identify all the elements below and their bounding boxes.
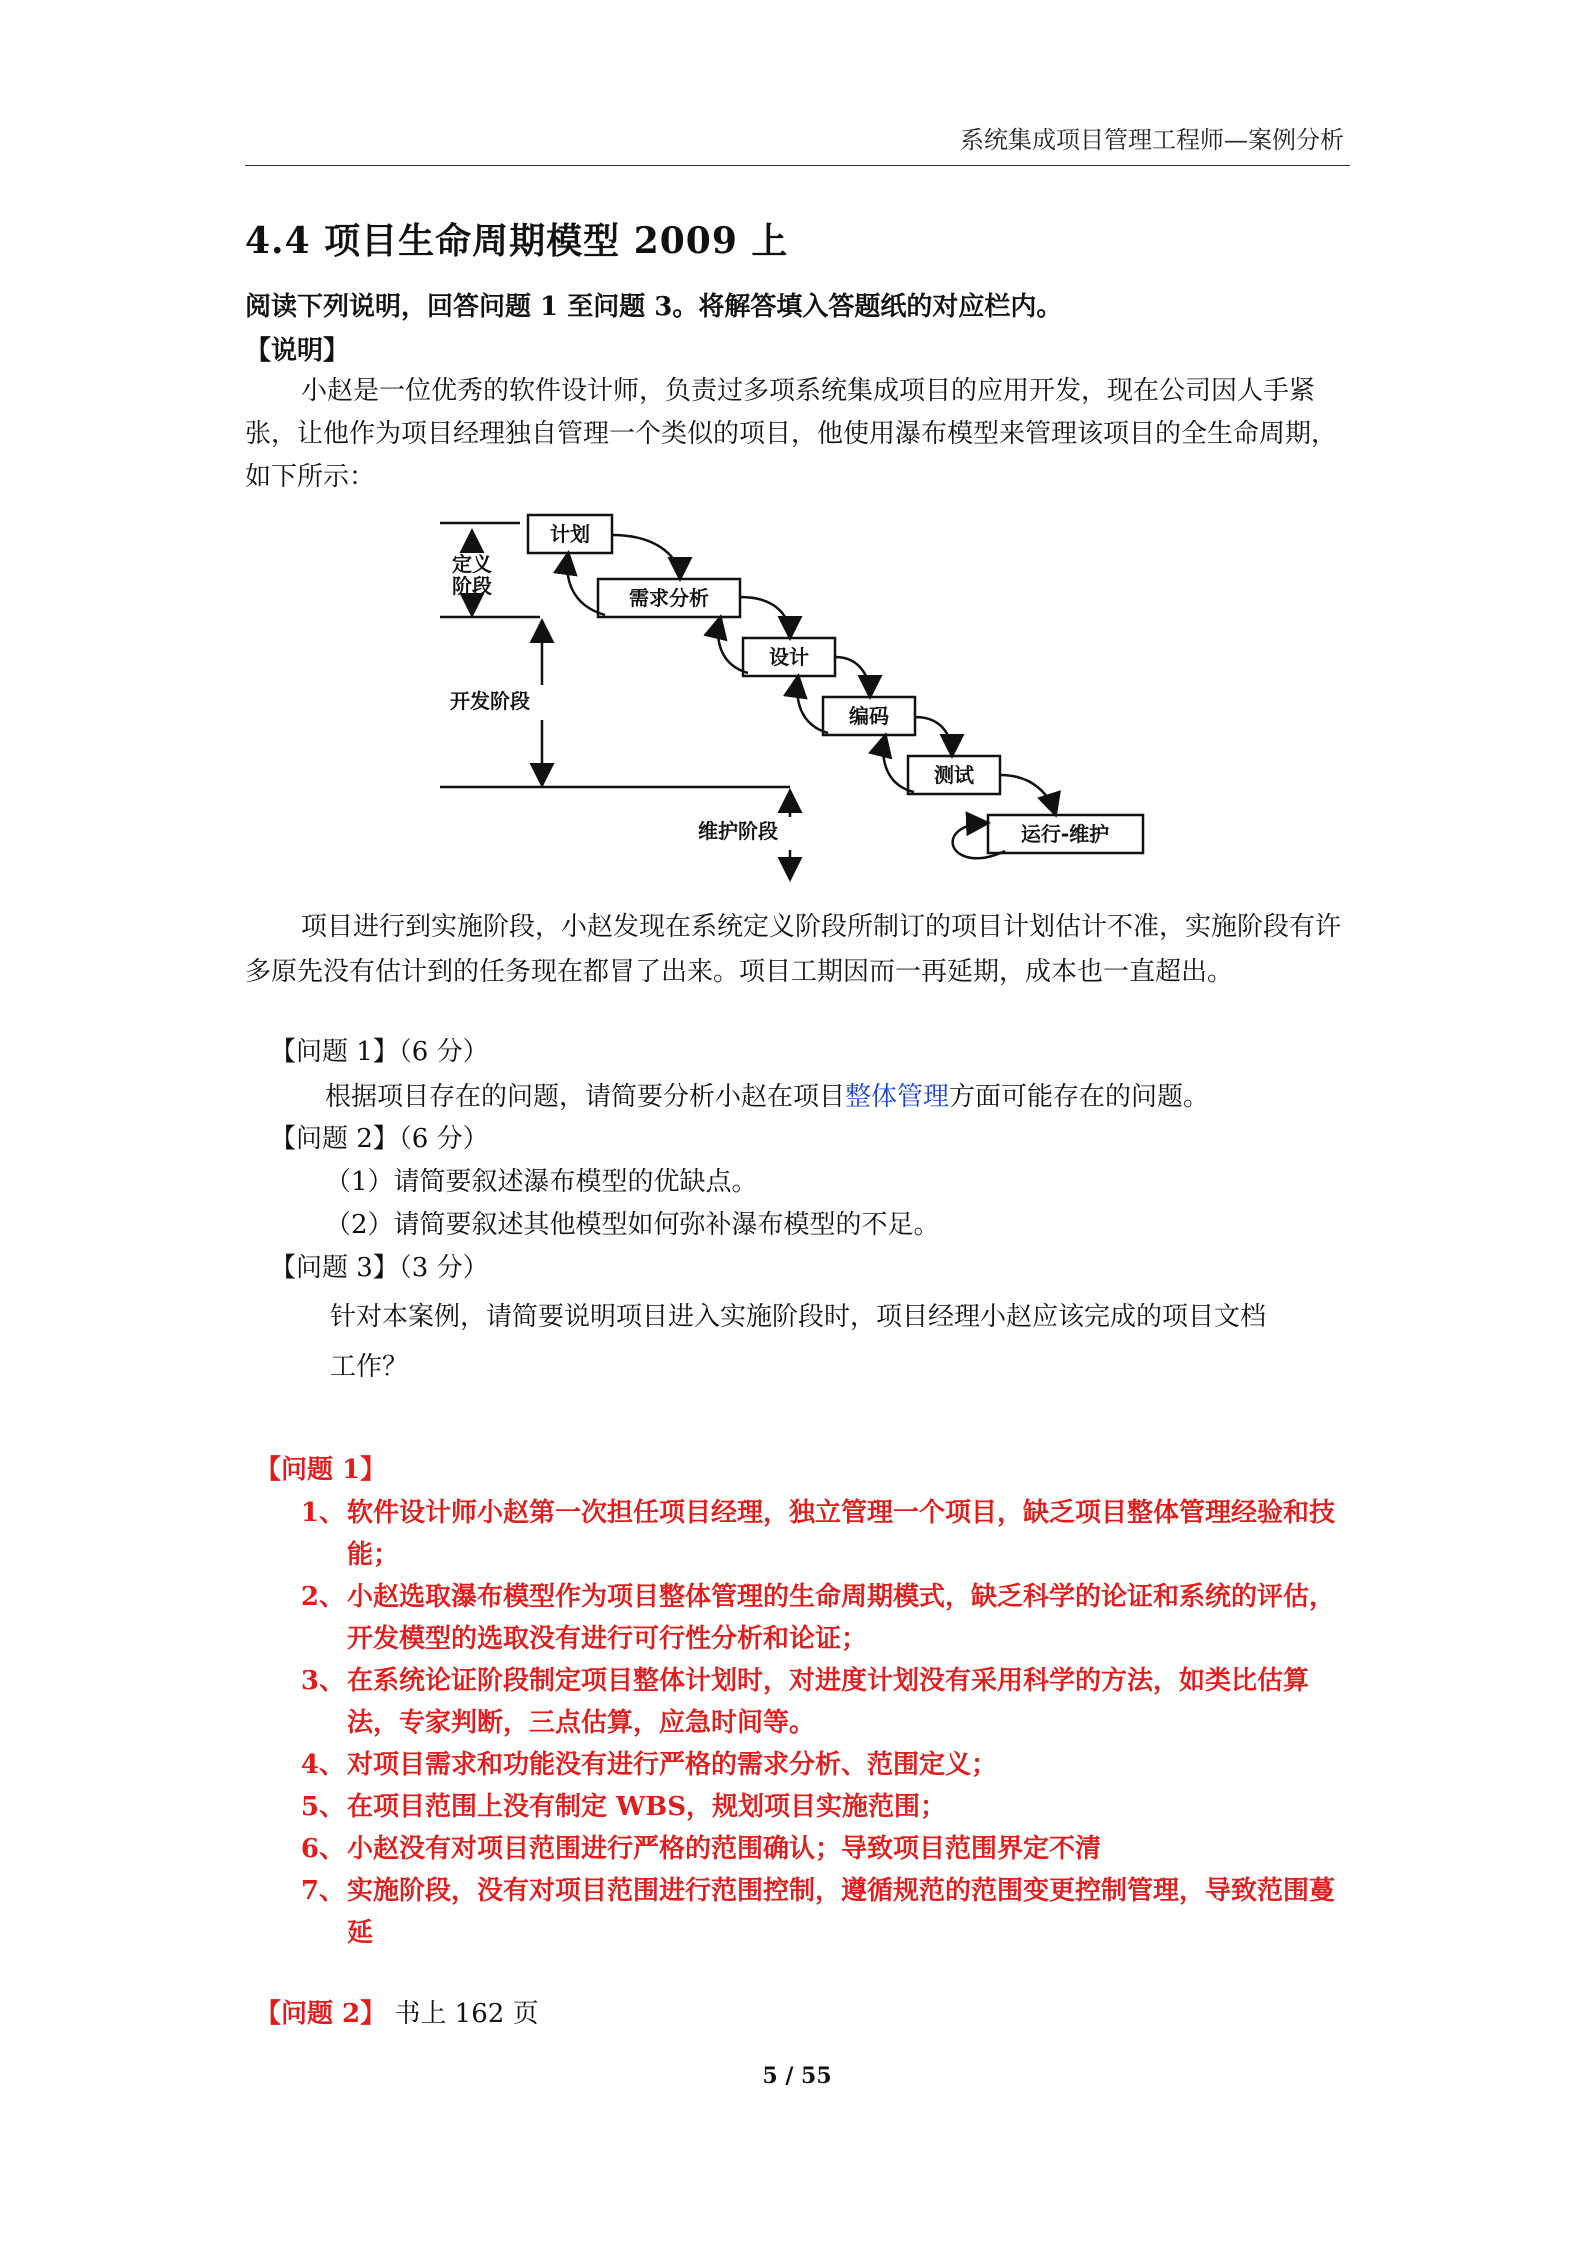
- answer1-item-text: 小赵选取瀑布模型作为项目整体管理的生命周期模式，缺乏科学的论证和系统的评估，开发模型的选取没有进行可行性分析和论证；: [347, 1582, 1336, 1654]
- intro-paragraph: 小赵是一位优秀的软件设计师，负责过多项系统集成项目的应用开发，现在公司因人手紧张，让他作为项目经理独自管理一个类似的项目，他使用瀑布模型来管理该项目的全生命周期，如下所示：: [245, 376, 1338, 492]
- stage-label-requirements: 需求分析: [629, 586, 709, 610]
- answer1-item-text: 在系统论证阶段制定项目整体计划时，对进度计划没有采用科学的方法，如类比估算法，专家判断，三点估算，应急时间等。: [347, 1666, 1310, 1738]
- answer1-item: [255, 1870, 1355, 1954]
- answer1-list: [255, 1492, 1355, 1954]
- answer1-item-number: 4、: [300, 1750, 345, 1780]
- q1-text: [325, 1075, 1355, 1119]
- answer1-item-number: 1、: [300, 1498, 345, 1528]
- answer2-line: [255, 1992, 1355, 2036]
- q3-label: 【问题 3】（3 分）: [270, 1253, 489, 1283]
- stage-label-design: 设计: [769, 645, 809, 669]
- q3-line1: 针对本案例，请简要说明项目进入实施阶段时，项目经理小赵应该完成的项目文档: [330, 1302, 1267, 1332]
- answer1-item-text: 软件设计师小赵第一次担任项目经理，独立管理一个项目，缺乏项目整体管理经验和技能；: [347, 1498, 1336, 1570]
- q2-item1: （1）请简要叙述瀑布模型的优缺点。: [325, 1167, 758, 1197]
- answer1-item-number: 6、: [300, 1834, 345, 1864]
- page-header: 系统集成项目管理工程师—案例分析: [960, 126, 1344, 154]
- page-number: 5 / 55: [762, 2063, 832, 2089]
- answer1-item-text: 实施阶段，没有对项目范围进行范围控制，遵循规范的范围变更控制管理，导致范围蔓延: [347, 1876, 1336, 1948]
- phase-label-development: 开发阶段: [450, 689, 530, 713]
- answer1-item-number: 2、: [300, 1582, 345, 1612]
- answer1-item-number: 7、: [300, 1876, 345, 1906]
- phase-label-definition: [452, 552, 492, 598]
- answer1-item: [255, 1492, 1355, 1576]
- q2-label: 【问题 2】（6 分）: [270, 1124, 489, 1154]
- answer2-text: 书上 162 页: [386, 1999, 539, 2029]
- q3-line2: 工作？: [330, 1352, 409, 1382]
- stage-label-plan: 计划: [550, 522, 590, 546]
- answer1-item: [255, 1828, 1355, 1870]
- q1-label: 【问题 1】（6 分）: [270, 1037, 489, 1067]
- answer1-label: 【问题 1】: [255, 1455, 387, 1485]
- stage-label-coding: 编码: [849, 704, 889, 728]
- header-rule: [245, 165, 1350, 166]
- stage-label-testing: 测试: [934, 763, 974, 787]
- answer1-item-number: 5、: [300, 1792, 345, 1822]
- answer1-item-text: 小赵没有对项目范围进行严格的范围确认；导致项目范围界定不清: [347, 1834, 1102, 1864]
- stage-label-operation: 运行-维护: [1020, 822, 1110, 846]
- answer1-item: [255, 1576, 1355, 1660]
- section-title: 4.4 项目生命周期模型 2009 上: [245, 220, 789, 262]
- phase-label-maintenance: 维护阶段: [698, 819, 778, 843]
- q1-text-before: 根据项目存在的问题，请简要分析小赵在项目: [325, 1082, 846, 1112]
- answer1-item-number: 3、: [300, 1666, 345, 1696]
- answer2-label: 【问题 2】: [255, 1999, 387, 2029]
- scenario-paragraph: 项目进行到实施阶段，小赵发现在系统定义阶段所制订的项目计划估计不准，实施阶段有许多原先没有估计到的任务现在都冒了出来。项目工期因而一再延期，成本也一直超出。: [245, 912, 1342, 987]
- answer1-item-text: 在项目范围上没有制定 WBS，规划项目实施范围；: [347, 1792, 947, 1822]
- answer1-item: [255, 1660, 1355, 1744]
- svg-text:阶段: 阶段: [452, 574, 492, 598]
- answer1-item-text: 对项目需求和功能没有进行严格的需求分析、范围定义；: [347, 1750, 998, 1780]
- svg-text:定义: 定义: [452, 552, 492, 576]
- waterfall-diagram: [430, 505, 1150, 885]
- q1-text-after: 方面可能存在的问题。: [949, 1082, 1210, 1112]
- q2-item2: （2）请简要叙述其他模型如何弥补瀑布模型的不足。: [325, 1210, 940, 1240]
- answer1-item: [255, 1744, 1355, 1786]
- intro-label: 【说明】: [245, 336, 350, 366]
- answer1-item: [255, 1786, 1355, 1828]
- intro-instruction: 阅读下列说明，回答问题 1 至问题 3。将解答填入答题纸的对应栏内。: [245, 292, 1063, 322]
- q1-highlight: 整体管理: [845, 1082, 950, 1112]
